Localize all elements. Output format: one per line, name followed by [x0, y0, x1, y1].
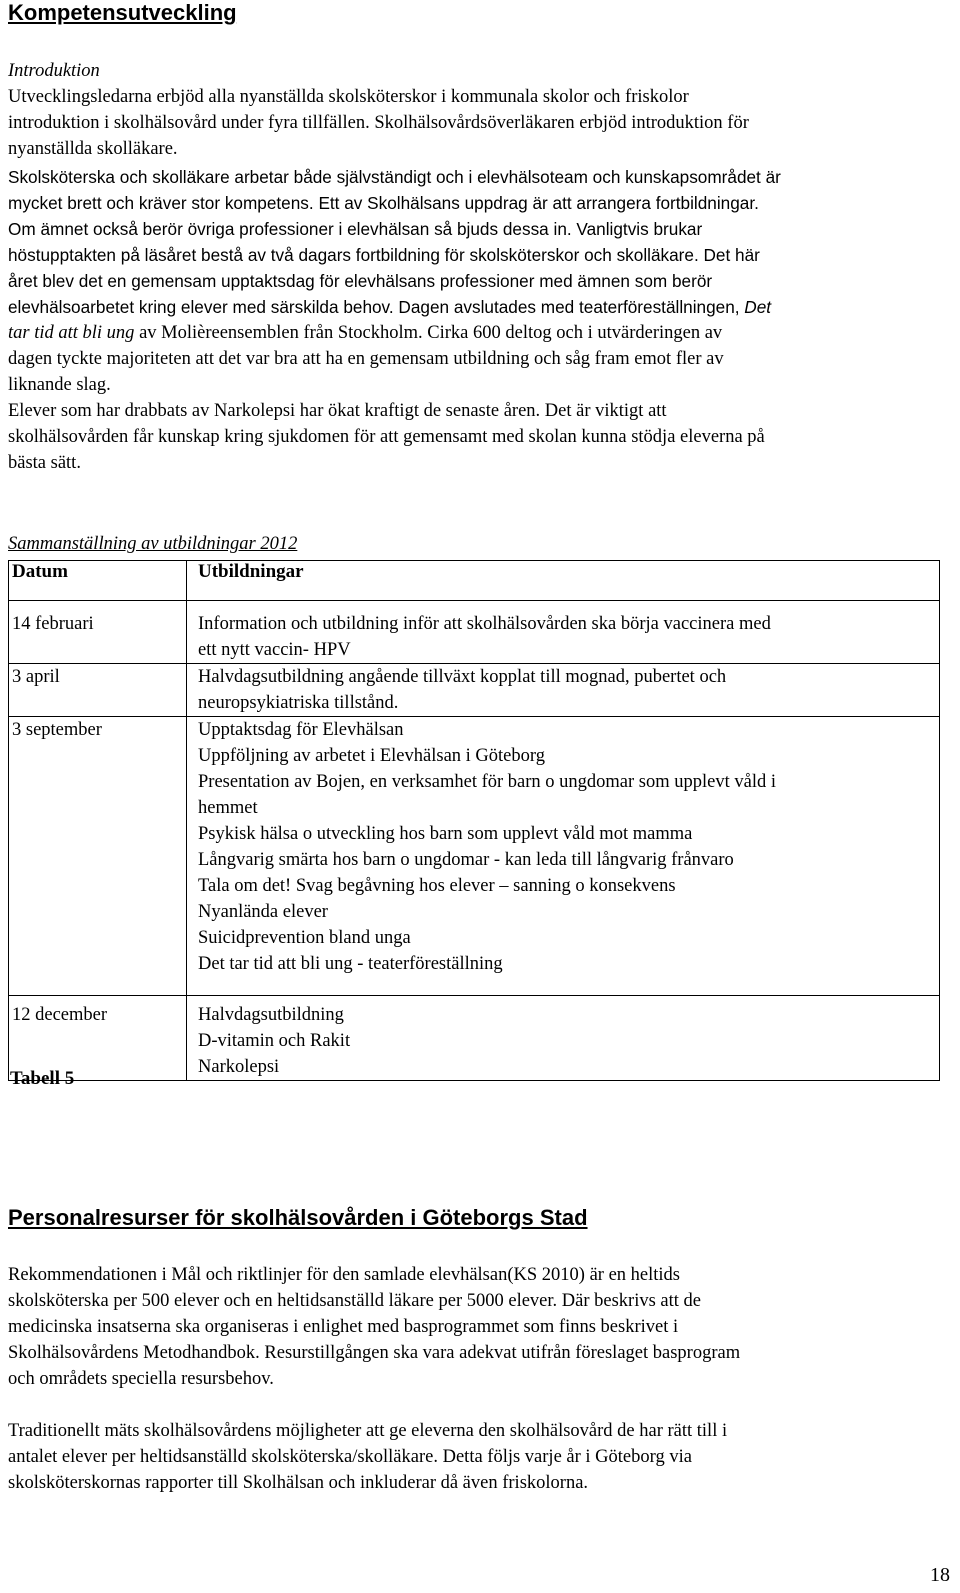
course-line: Långvarig smärta hos barn o ungdomar - kan leda till långvarig frånvaro	[198, 850, 734, 870]
paragraph-line	[8, 320, 953, 346]
course-line: Halvdagsutbildning angående tillväxt kopplat till mognad, pubertet och	[198, 667, 727, 687]
play-title-end: tar tid att bli ung	[8, 323, 135, 343]
paragraph-line: skolsköterska per 500 elever och en heltidsanställd läkare per 5000 elever. Där beskrivs att de	[8, 1291, 702, 1311]
row-date: 3 september	[9, 717, 187, 996]
paragraph-line: året blev det en gemensam upptaktsdag för elevhälsans professioner med ämnen som berör	[8, 271, 713, 291]
course-line: Suicidprevention bland unga	[198, 928, 411, 948]
intro-line: nyanställda skolläkare.	[8, 139, 178, 159]
course-line: D-vitamin och Rakit	[198, 1031, 351, 1051]
table-row	[9, 601, 940, 664]
section-heading-kompetensutveckling: Kompetensutveckling	[8, 0, 237, 25]
paragraph-line: medicinska insatserna ska organiseras i enlighet med basprogrammet som finns beskrivet i	[8, 1317, 679, 1337]
row-courses	[187, 601, 940, 664]
course-line: Det tar tid att bli ung - teaterföreställning	[198, 954, 503, 974]
course-line: neuropsykiatriska tillstånd.	[198, 693, 399, 713]
course-line: Uppföljning av arbetet i Elevhälsan i Göteborg	[198, 746, 545, 766]
row-courses	[187, 664, 940, 717]
course-line: Information och utbildning inför att skolhälsovården ska börja vaccinera med	[198, 614, 771, 634]
paragraph-line: höstupptakten på läsåret bestå av två dagars fortbildning för skolsköterskor och skolläkare. Det här	[8, 245, 760, 265]
header-date: Datum	[9, 561, 187, 601]
paragraph-text: elevhälsoarbetet kring elever med särskilda behov. Dagen avslutades med teaterföreställningen,	[8, 297, 740, 317]
paragraph-line: skolsköterskornas rapporter till Skolhälsan och inkluderar då även friskolorna.	[8, 1473, 589, 1493]
row-courses	[187, 717, 940, 996]
intro-paragraph	[8, 84, 953, 162]
row-date: 3 april	[9, 664, 187, 717]
paragraph-line: Elever som har drabbats av Narkolepsi har ökat kraftigt de senaste åren. Det är viktigt att	[8, 401, 667, 421]
recommendation-paragraph	[8, 1262, 953, 1392]
paragraph-line: och områdets speciella resursbehov.	[8, 1369, 274, 1389]
row-date: 14 februari	[9, 601, 187, 664]
page-number: 18	[930, 1564, 950, 1586]
row-date: 12 december	[9, 996, 187, 1081]
measurement-paragraph	[8, 1418, 953, 1496]
competence-paragraph-cont	[8, 320, 953, 476]
paragraph-line: Om ämnet också berör övriga professioner i elevhälsan så bjuds dessa in. Vanligtvis brukar	[8, 219, 703, 239]
paragraph-text: av Molièreensemblen från Stockholm. Cirka 600 deltog och i utvärderingen av	[134, 323, 723, 343]
header-courses: Utbildningar	[187, 561, 940, 601]
paragraph-line: Rekommendationen i Mål och riktlinjer för den samlade elevhälsan(KS 2010) är en heltids	[8, 1265, 680, 1285]
paragraph-line: dagen tyckte majoriteten att det var bra att ha en gemensam utbildning och såg fram emot fler av	[8, 349, 724, 369]
paragraph-line	[8, 294, 953, 320]
intro-title: Introduktion	[8, 61, 100, 81]
course-line: Narkolepsi	[198, 1057, 280, 1077]
paragraph-line: mycket brett och kräver stor kompetens. Ett av Skolhälsans uppdrag är att arrangera fortbildningar.	[8, 193, 759, 213]
course-line: ett nytt vaccin- HPV	[198, 640, 351, 660]
paragraph-line: skolhälsovården får kunskap kring sjukdomen för att gemensamt med skolan kunna stödja eleverna på	[8, 427, 765, 447]
course-line: Tala om det! Svag begåvning hos elever – sanning o konsekvens	[198, 876, 676, 896]
competence-paragraph	[8, 164, 953, 320]
play-title-start: Det	[739, 297, 772, 317]
table-row	[9, 664, 940, 717]
section-heading-personalresurser: Personalresurser för skolhälsovården i Göteborgs Stad	[8, 1205, 588, 1230]
table-row	[9, 996, 940, 1081]
paragraph-line: Skolsköterska och skolläkare arbetar både självständigt och i elevhälsoteam och kunskapsområdet är	[8, 167, 781, 187]
paragraph-line: antalet elever per heltidsanställd skolsköterska/skolläkare. Detta följs varje år i Göteborg via	[8, 1447, 692, 1467]
courses-table	[8, 560, 940, 1081]
intro-line: Utvecklingsledarna erbjöd alla nyanställda skolsköterskor i kommunala skolor och friskolor	[8, 87, 689, 107]
course-line: hemmet	[198, 798, 258, 818]
paragraph-line: liknande slag.	[8, 375, 111, 395]
row-courses	[187, 996, 940, 1081]
intro-line: introduktion i skolhälsovård under fyra tillfällen. Skolhälsovårdsöverläkaren erbjöd introduktion för	[8, 113, 749, 133]
table-row	[9, 717, 940, 996]
paragraph-line: Traditionellt mäts skolhälsovårdens möjligheter att ge eleverna den skolhälsovård de har rätt till i	[8, 1421, 728, 1441]
paragraph-line: Skolhälsovårdens Metodhandbok. Resurstillgången ska vara adekvat utifrån föreslaget basprogram	[8, 1343, 741, 1363]
course-line: Psykisk hälsa o utveckling hos barn som upplevt våld mot mamma	[198, 824, 693, 844]
paragraph-line: bästa sätt.	[8, 453, 81, 473]
course-line: Presentation av Bojen, en verksamhet för barn o ungdomar som upplevt våld i	[198, 772, 776, 792]
table-caption: Sammanställning av utbildningar 2012	[8, 534, 298, 554]
table-label: Tabell 5	[10, 1068, 75, 1089]
course-line: Halvdagsutbildning	[198, 1005, 344, 1025]
course-line: Nyanlända elever	[198, 902, 328, 922]
table-header-row	[9, 561, 940, 601]
course-line: Upptaktsdag för Elevhälsan	[198, 720, 404, 740]
